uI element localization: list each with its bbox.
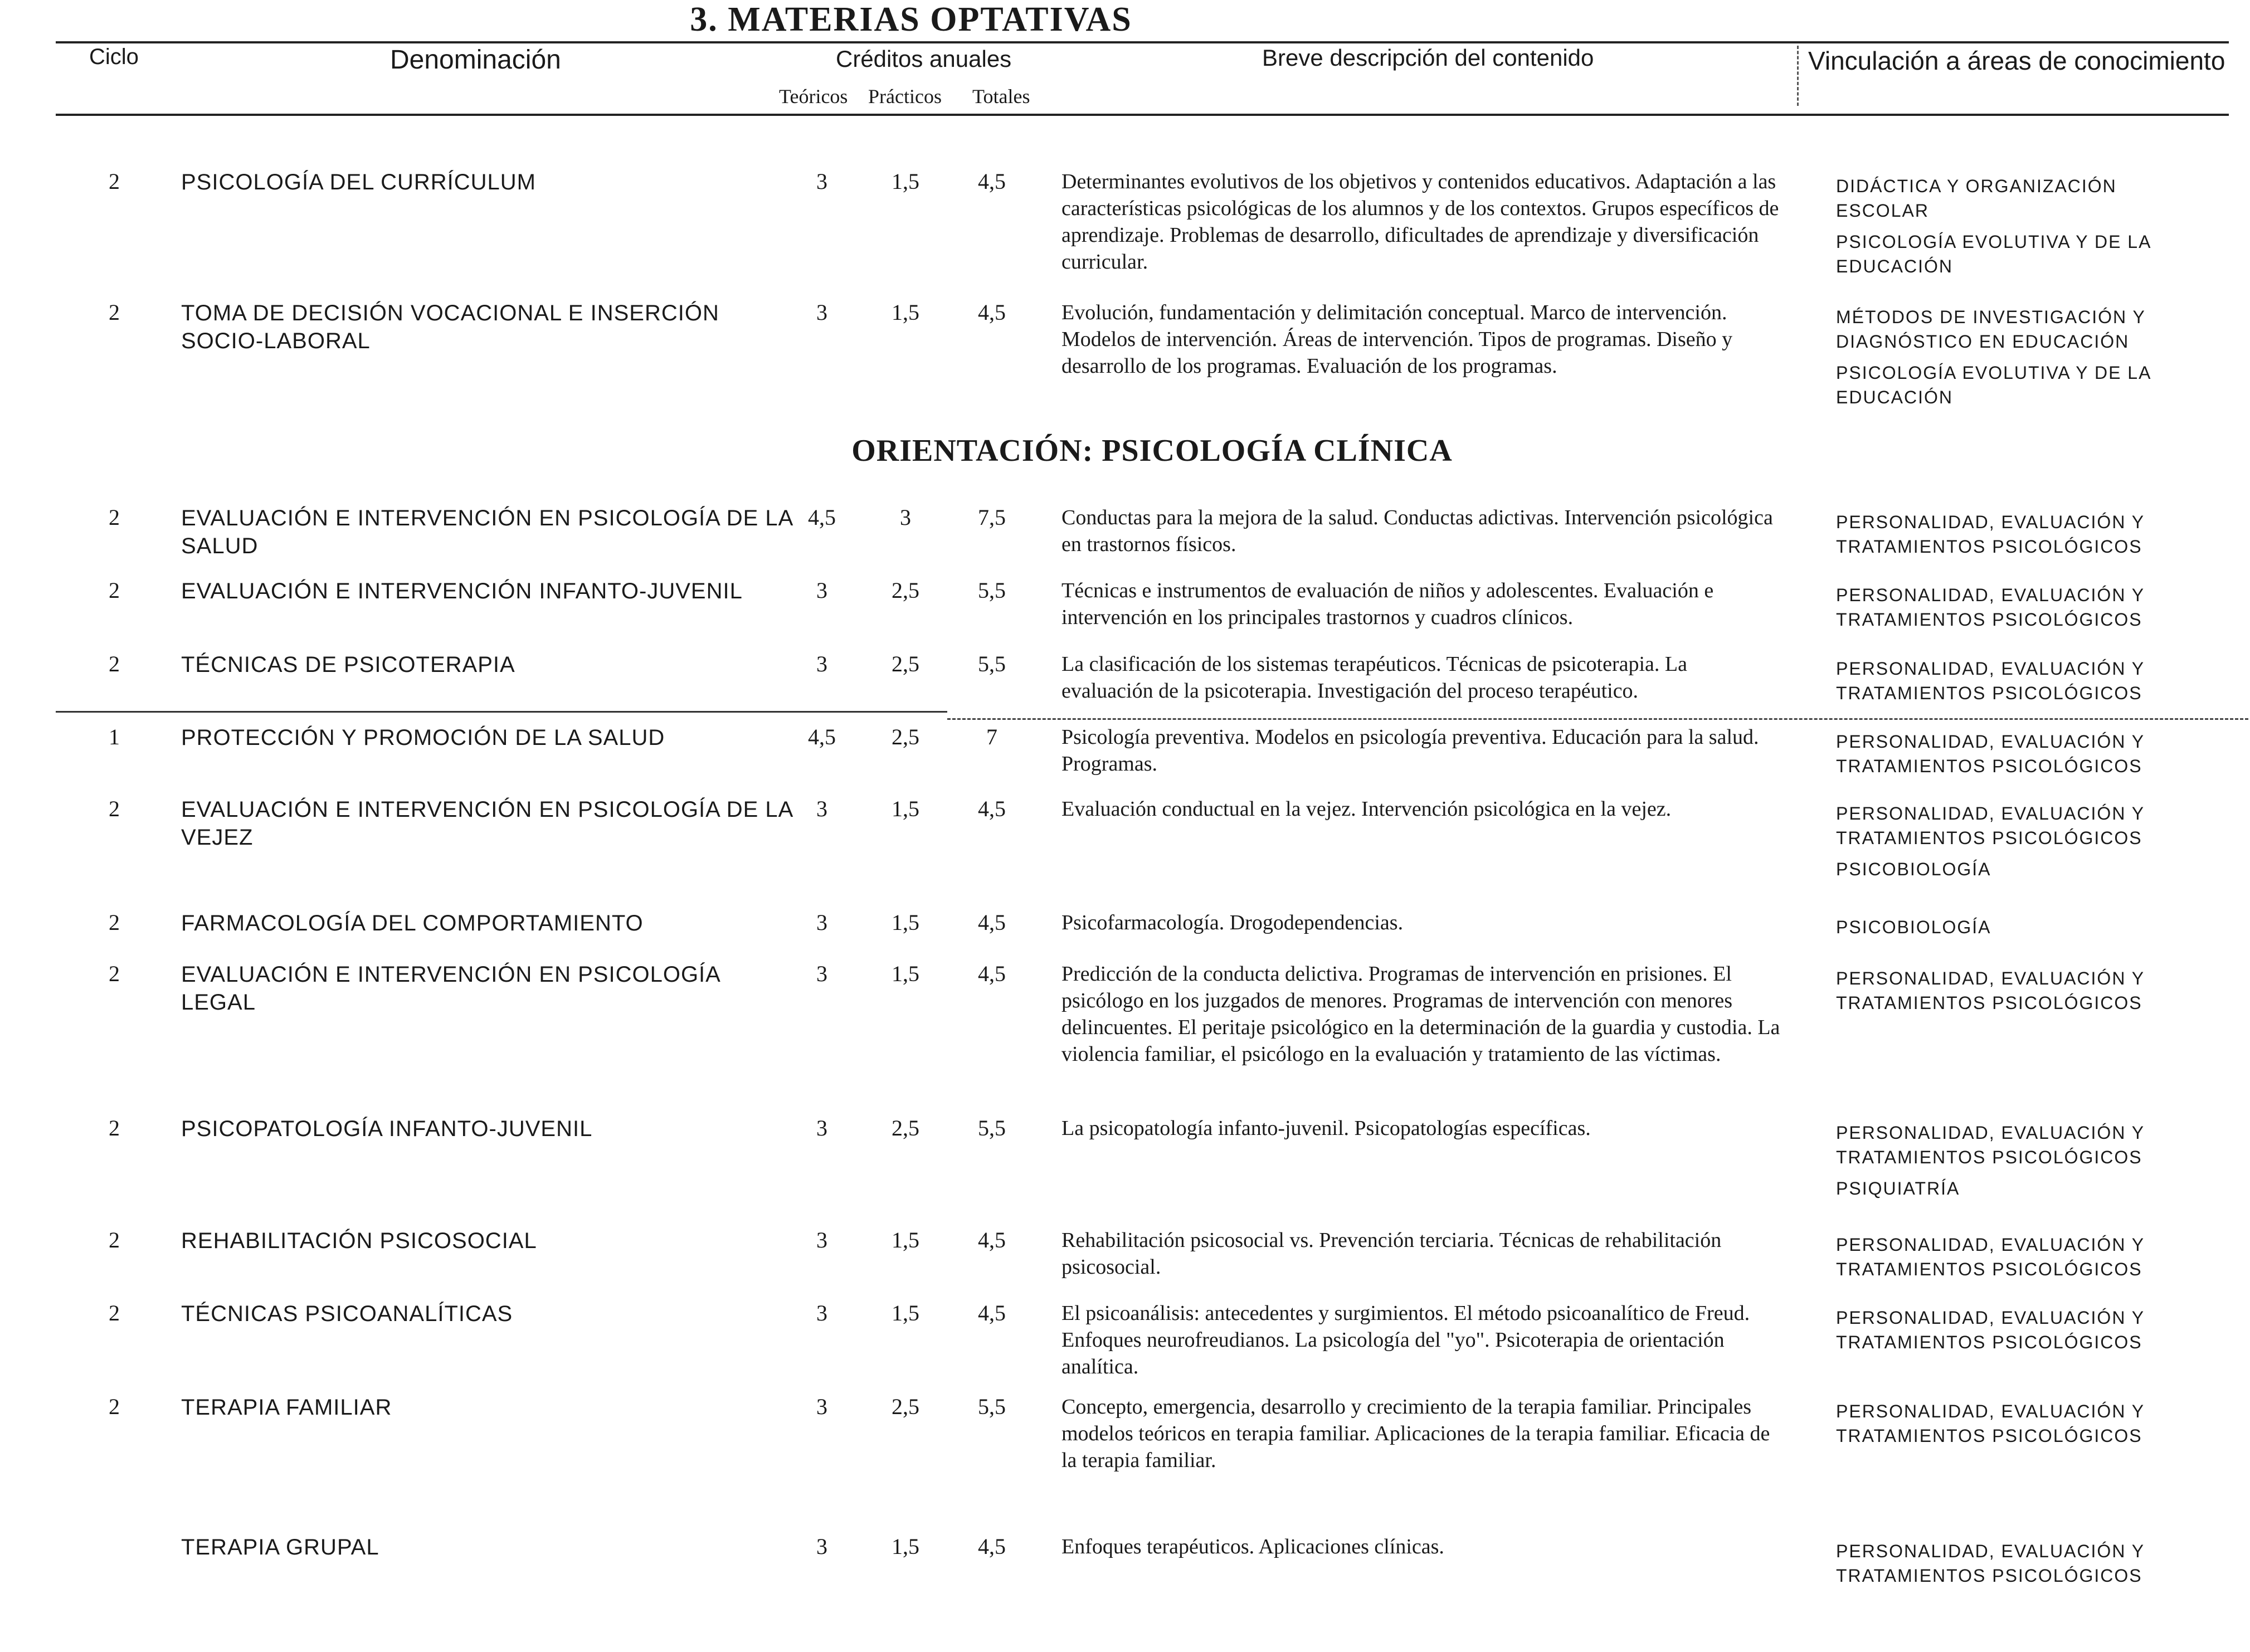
ciclo-cell: 1 — [109, 724, 120, 749]
header-creditos: Créditos anuales — [836, 46, 1012, 72]
ciclo-cell: 2 — [109, 1394, 120, 1419]
section-heading-clinica: ORIENTACIÓN: PSICOLOGÍA CLÍNICA — [851, 433, 1453, 468]
practicos-cell: 1,5 — [892, 961, 919, 986]
knowledge-areas — [1836, 966, 2193, 1022]
ciclo-cell: 2 — [109, 578, 120, 603]
practicos-cell: 1,5 — [892, 300, 919, 325]
totales-cell: 7,5 — [978, 505, 1006, 530]
totales-cell: 4,5 — [978, 169, 1006, 194]
knowledge-areas — [1836, 656, 2193, 712]
content-description: Psicofarmacología. Drogodependencias. — [1061, 911, 1404, 934]
knowledge-area: MÉTODOS DE INVESTIGACIÓN Y DIAGNÓSTICO EN EDUCACIÓN — [1836, 307, 2146, 352]
practicos-cell: 1,5 — [892, 169, 919, 194]
content-description: Evaluación conductual en la vejez. Intervención psicológica en la vejez. — [1061, 797, 1672, 821]
content-description: El psicoanálisis: antecedentes y surgimientos. El método psicoanalítico de Freud. Enfoques neurofreudianos. La psicología del "yo". Psicoterapia de orientación analítica. — [1061, 1302, 1750, 1378]
knowledge-areas — [1836, 1232, 2193, 1288]
knowledge-area: PERSONALIDAD, EVALUACIÓN Y TRATAMIENTOS PSICOLÓGICOS — [1836, 585, 2145, 630]
header-teoricos: Teóricos — [779, 85, 848, 108]
knowledge-area: PSICOLOGÍA EVOLUTIVA Y DE LA EDUCACIÓN — [1836, 232, 2151, 276]
knowledge-areas — [1836, 1399, 2193, 1455]
knowledge-area: PERSONALIDAD, EVALUACIÓN Y TRATAMIENTOS PSICOLÓGICOS — [1836, 1401, 2145, 1446]
ciclo-cell: 2 — [109, 1227, 120, 1253]
knowledge-areas — [1836, 801, 2193, 888]
knowledge-area: PERSONALIDAD, EVALUACIÓN Y TRATAMIENTOS PSICOLÓGICOS — [1836, 512, 2145, 557]
totales-cell: 4,5 — [978, 961, 1006, 986]
totales-cell: 5,5 — [978, 1115, 1006, 1141]
ciclo-cell: 2 — [109, 651, 120, 676]
teoricos-cell: 3 — [816, 651, 827, 676]
content-description: Rehabilitación psicosocial vs. Prevención terciaria. Técnicas de rehabilitación psicosocial. — [1061, 1229, 1722, 1279]
knowledge-area: DIDÁCTICA Y ORGANIZACIÓN ESCOLAR — [1836, 176, 2117, 221]
totales-cell: 4,5 — [978, 1227, 1006, 1253]
teoricos-cell: 3 — [816, 300, 827, 325]
practicos-cell: 2,5 — [892, 724, 919, 749]
knowledge-area: PERSONALIDAD, EVALUACIÓN Y TRATAMIENTOS PSICOLÓGICOS — [1836, 968, 2145, 1013]
content-description: Psicología preventiva. Modelos en psicología preventiva. Educación para la salud. Programas. — [1061, 725, 1759, 776]
knowledge-areas — [1836, 510, 2193, 566]
practicos-cell: 2,5 — [892, 1115, 919, 1141]
subject-name: EVALUACIÓN E INTERVENCIÓN EN PSICOLOGÍA LEGAL — [181, 962, 720, 1015]
header-vinculacion: Vinculación a áreas de conocimiento — [1808, 46, 2225, 75]
totales-cell: 4,5 — [978, 300, 1006, 325]
knowledge-areas — [1836, 305, 2193, 416]
ciclo-cell: 2 — [109, 1300, 120, 1326]
practicos-cell: 2,5 — [892, 651, 919, 676]
knowledge-area: PERSONALIDAD, EVALUACIÓN Y TRATAMIENTOS PSICOLÓGICOS — [1836, 1541, 2145, 1586]
content-description: Conductas para la mejora de la salud. Conductas adictivas. Intervención psicológica en trastornos físicos. — [1061, 506, 1773, 556]
teoricos-cell: 3 — [816, 1115, 827, 1141]
teoricos-cell: 3 — [816, 578, 827, 603]
practicos-cell: 1,5 — [892, 1300, 919, 1326]
totales-cell: 5,5 — [978, 1394, 1006, 1419]
knowledge-area: PERSONALIDAD, EVALUACIÓN Y TRATAMIENTOS PSICOLÓGICOS — [1836, 732, 2145, 776]
subject-name: REHABILITACIÓN PSICOSOCIAL — [181, 1229, 537, 1253]
subject-name: PSICOLOGÍA DEL CURRÍCULUM — [181, 170, 536, 194]
subject-name: TOMA DE DECISIÓN VOCACIONAL E INSERCIÓN SOCIO-LABORAL — [181, 301, 719, 353]
header-descripcion: Breve descripción del contenido — [1262, 45, 1594, 71]
knowledge-areas — [1836, 729, 2193, 785]
practicos-cell: 2,5 — [892, 1394, 919, 1419]
knowledge-area: PSICOBIOLOGÍA — [1836, 859, 1991, 879]
knowledge-area: PSICOBIOLOGÍA — [1836, 917, 1991, 937]
content-description: La clasificación de los sistemas terapéuticos. Técnicas de psicoterapia. La evaluación de la psicoterapia. Investigación del proceso terapéutico. — [1061, 652, 1688, 703]
ciclo-cell: 2 — [109, 1115, 120, 1141]
header-divider — [1797, 46, 1800, 106]
totales-cell: 5,5 — [978, 651, 1006, 676]
subject-name: PSICOPATOLOGÍA INFANTO-JUVENIL — [181, 1117, 593, 1141]
subject-name: TERAPIA GRUPAL — [181, 1535, 379, 1560]
subject-name: TÉCNICAS PSICOANALÍTICAS — [181, 1302, 513, 1326]
header-ciclo: Ciclo — [89, 45, 139, 69]
header-practicos: Prácticos — [868, 85, 942, 108]
content-description: Evolución, fundamentación y delimitación conceptual. Marco de intervención. Modelos de intervención. Áreas de intervención. Tipos de programas. Diseño y desarrollo de los programas. Evaluación de los programas. — [1061, 301, 1733, 378]
teoricos-cell: 3 — [816, 1534, 827, 1559]
totales-cell: 4,5 — [978, 910, 1006, 935]
subject-name: FARMACOLOGÍA DEL COMPORTAMIENTO — [181, 911, 644, 935]
totales-cell: 4,5 — [978, 1534, 1006, 1559]
knowledge-areas — [1836, 915, 2193, 946]
header-denominacion: Denominación — [390, 45, 561, 75]
knowledge-area: PERSONALIDAD, EVALUACIÓN Y TRATAMIENTOS PSICOLÓGICOS — [1836, 803, 2145, 848]
page-title: 3. MATERIAS OPTATIVAS — [690, 1, 1132, 38]
practicos-cell: 1,5 — [892, 796, 919, 821]
teoricos-cell: 4,5 — [808, 724, 836, 749]
totales-cell: 4,5 — [978, 1300, 1006, 1326]
subject-name: TÉCNICAS DE PSICOTERAPIA — [181, 652, 515, 677]
content-description: La psicopatología infanto-juvenil. Psicopatologías específicas. — [1061, 1117, 1591, 1140]
teoricos-cell: 4,5 — [808, 505, 836, 530]
practicos-cell: 1,5 — [892, 910, 919, 935]
knowledge-areas — [1836, 1539, 2193, 1595]
ciclo-cell: 2 — [109, 300, 120, 325]
teoricos-cell: 3 — [816, 961, 827, 986]
practicos-cell: 1,5 — [892, 1227, 919, 1253]
teoricos-cell: 3 — [816, 796, 827, 821]
knowledge-area: PSIQUIATRÍA — [1836, 1178, 1960, 1198]
content-description: Enfoques terapéuticos. Aplicaciones clínicas. — [1061, 1535, 1444, 1558]
totales-cell: 5,5 — [978, 578, 1006, 603]
content-description: Determinantes evolutivos de los objetivos y contenidos educativos. Adaptación a las características psicológicas de los alumnos y de los contextos. Grupos específicos de aprendizaje. Problemas de desarrollo, dificultades de aprendizaje y diversificación curricular. — [1061, 170, 1779, 274]
knowledge-areas — [1836, 583, 2193, 639]
subject-name: PROTECCIÓN Y PROMOCIÓN DE LA SALUD — [181, 725, 665, 750]
ciclo-cell: 2 — [109, 796, 120, 821]
content-description: Predicción de la conducta delictiva. Programas de intervención en prisiones. El psicólogo en los juzgados de menores. Programas de intervención con menores delincuentes. El peritaje psicológico en la determinación de la guardia y custodia. La violencia familiar, el psicólogo en la evaluación y tratamiento de las víctimas. — [1061, 962, 1780, 1066]
content-description: Técnicas e instrumentos de evaluación de niños y adolescentes. Evaluación e intervención en los principales trastornos y cuadros clínicos. — [1061, 579, 1714, 629]
knowledge-area: PERSONALIDAD, EVALUACIÓN Y TRATAMIENTOS PSICOLÓGICOS — [1836, 1123, 2145, 1167]
knowledge-areas — [1836, 174, 2193, 285]
ciclo-cell: 2 — [109, 910, 120, 935]
teoricos-cell: 3 — [816, 1394, 827, 1419]
totales-cell: 7 — [986, 724, 997, 749]
title-rule — [56, 41, 2229, 43]
practicos-cell: 2,5 — [892, 578, 919, 603]
teoricos-cell: 3 — [816, 1227, 827, 1253]
knowledge-area: PERSONALIDAD, EVALUACIÓN Y TRATAMIENTOS PSICOLÓGICOS — [1836, 659, 2145, 703]
practicos-cell: 1,5 — [892, 1534, 919, 1559]
teoricos-cell: 3 — [816, 910, 827, 935]
knowledge-area: PERSONALIDAD, EVALUACIÓN Y TRATAMIENTOS PSICOLÓGICOS — [1836, 1235, 2145, 1279]
teoricos-cell: 3 — [816, 1300, 827, 1326]
subject-name: TERAPIA FAMILIAR — [181, 1395, 392, 1420]
knowledge-areas — [1836, 1120, 2193, 1207]
scan-dashed-rule — [56, 711, 947, 713]
subject-name: EVALUACIÓN E INTERVENCIÓN EN PSICOLOGÍA DE LA SALUD — [181, 506, 793, 558]
scan-dashed-rule-right — [947, 718, 2248, 721]
ciclo-cell: 2 — [109, 961, 120, 986]
teoricos-cell: 3 — [816, 169, 827, 194]
subject-name: EVALUACIÓN E INTERVENCIÓN INFANTO-JUVENIL — [181, 579, 743, 603]
header-rule — [56, 114, 2229, 116]
content-description: Concepto, emergencia, desarrollo y crecimiento de la terapia familiar. Principales modelos teóricos en terapia familiar. Aplicaciones de la terapia familiar. Eficacia de la terapia familiar. — [1061, 1395, 1770, 1472]
knowledge-areas — [1836, 1305, 2193, 1361]
ciclo-cell: 2 — [109, 169, 120, 194]
subject-name: EVALUACIÓN E INTERVENCIÓN EN PSICOLOGÍA DE LA VEJEZ — [181, 797, 793, 850]
knowledge-area: PSICOLOGÍA EVOLUTIVA Y DE LA EDUCACIÓN — [1836, 363, 2151, 407]
totales-cell: 4,5 — [978, 796, 1006, 821]
knowledge-area: PERSONALIDAD, EVALUACIÓN Y TRATAMIENTOS PSICOLÓGICOS — [1836, 1308, 2145, 1352]
ciclo-cell: 2 — [109, 505, 120, 530]
practicos-cell: 3 — [900, 505, 911, 530]
header-totales: Totales — [972, 85, 1030, 108]
